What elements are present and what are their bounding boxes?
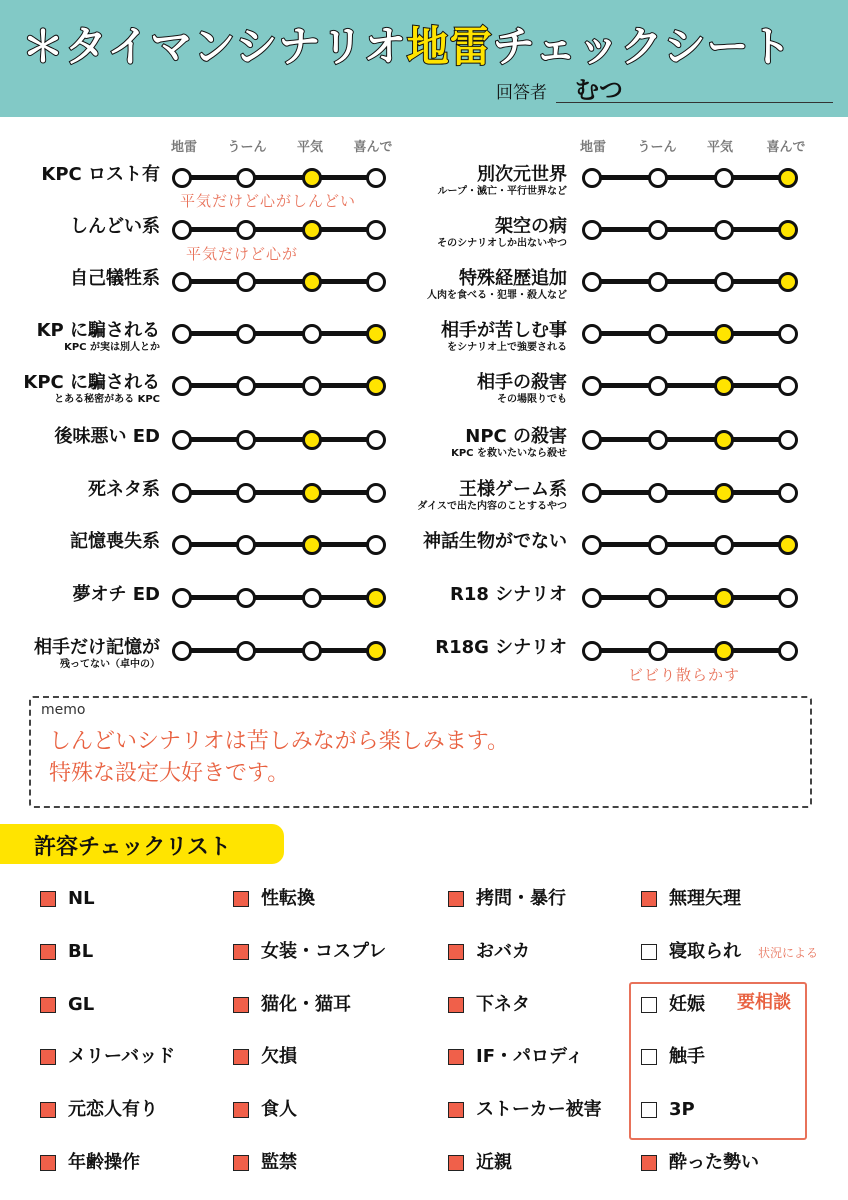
rating-dot-3[interactable]	[366, 535, 386, 555]
col-head-right-1: うーん	[637, 140, 677, 155]
right-row-track-3	[582, 322, 798, 346]
rating-dot-0[interactable]	[172, 272, 192, 292]
checklist-item-label: 妊娠	[669, 994, 705, 1015]
rating-dot-2[interactable]	[302, 430, 322, 450]
rating-dot-3[interactable]	[366, 483, 386, 503]
checklist-item-label: 欠損	[261, 1046, 297, 1067]
rating-dot-0[interactable]	[172, 588, 192, 608]
checkbox[interactable]	[641, 891, 657, 907]
checkbox[interactable]	[233, 1102, 249, 1118]
rating-dot-3[interactable]	[366, 430, 386, 450]
checkbox[interactable]	[40, 1049, 56, 1065]
rating-dot-0[interactable]	[172, 535, 192, 555]
rating-dot-0[interactable]	[172, 168, 192, 188]
left-row-track-0	[172, 166, 386, 190]
rating-dot-3[interactable]	[778, 220, 798, 240]
left-row-track-4	[172, 374, 386, 398]
left-row-track-7	[172, 533, 386, 557]
checkbox[interactable]	[40, 1155, 56, 1171]
rating-dot-3[interactable]	[778, 376, 798, 396]
checklist-item-label: 下ネタ	[476, 994, 530, 1015]
right-row-label-9: R18G シナリオ	[435, 637, 567, 658]
rating-dot-1[interactable]	[236, 376, 256, 396]
left-row-track-3	[172, 322, 386, 346]
right-row-label-3: 相手が苦しむ事 をシナリオ上で強要される	[441, 320, 567, 353]
checklist-item-label: 監禁	[261, 1152, 297, 1173]
rating-dot-2[interactable]	[302, 272, 322, 292]
rating-dot-0[interactable]	[582, 641, 602, 661]
checklist-item-label: おバカ	[476, 941, 530, 962]
checkbox[interactable]	[40, 997, 56, 1013]
rating-dot-0[interactable]	[582, 324, 602, 344]
rating-dot-0[interactable]	[172, 430, 192, 450]
checkbox[interactable]	[448, 944, 464, 960]
right-row-label-6: 王様ゲーム系 ダイスで出た内容のことするやつ	[417, 479, 567, 512]
left-row-label-8: 夢オチ ED	[72, 584, 160, 605]
checklist-item-label: ストーカー被害	[476, 1099, 602, 1120]
rating-dot-2[interactable]	[714, 535, 734, 555]
rating-dot-1[interactable]	[236, 641, 256, 661]
checkbox[interactable]	[641, 1155, 657, 1171]
rating-dot-2[interactable]	[302, 220, 322, 240]
rating-dot-1[interactable]	[236, 168, 256, 188]
col-head-left-3: 喜んで	[353, 140, 393, 155]
right-row-label-2: 特殊経歴追加 人肉を食べる・犯罪・殺人など	[427, 268, 567, 301]
checklist-item-label: 無理矢理	[669, 888, 741, 909]
rating-dot-0[interactable]	[582, 430, 602, 450]
left-row-label-6: 死ネタ系	[88, 479, 160, 500]
rating-dot-0[interactable]	[172, 324, 192, 344]
note-right-row10: ビビり散らかす	[628, 666, 741, 684]
checklist-item-label: 食人	[261, 1099, 297, 1120]
left-row-label-0: KPC ロスト有	[41, 164, 160, 185]
rating-dot-2[interactable]	[714, 430, 734, 450]
rating-dot-3[interactable]	[778, 168, 798, 188]
sheet-title: ＊タイマンシナリオ地雷チェックシート	[22, 22, 793, 71]
rating-dot-2[interactable]	[714, 168, 734, 188]
left-row-label-2: 自己犠牲系	[70, 268, 160, 289]
rating-dot-1[interactable]	[648, 483, 668, 503]
rating-dot-3[interactable]	[366, 641, 386, 661]
rating-dot-2[interactable]	[302, 483, 322, 503]
left-row-label-4: KPC に騙される とある秘密がある KPC	[23, 372, 160, 405]
checkbox[interactable]	[641, 944, 657, 960]
checkbox[interactable]	[448, 1102, 464, 1118]
checkbox[interactable]	[40, 891, 56, 907]
note-left-row2: 平気だけど心が	[186, 245, 299, 263]
rating-dot-0[interactable]	[582, 588, 602, 608]
rating-dot-0[interactable]	[582, 483, 602, 503]
checkbox[interactable]	[448, 891, 464, 907]
rating-dot-1[interactable]	[236, 483, 256, 503]
rating-dot-0[interactable]	[172, 641, 192, 661]
right-row-track-0	[582, 166, 798, 190]
left-row-label-1: しんどい系	[70, 216, 160, 237]
checklist-item-label: 3P	[669, 1099, 695, 1120]
left-row-track-5	[172, 428, 386, 452]
checklist-item-label: 元恋人有り	[68, 1099, 158, 1120]
rating-dot-3[interactable]	[366, 376, 386, 396]
checkbox[interactable]	[233, 1049, 249, 1065]
col-head-right-3: 喜んで	[766, 140, 806, 155]
checklist-item-label: GL	[68, 994, 95, 1015]
rating-dot-0[interactable]	[172, 376, 192, 396]
checklist-item-label: 寝取られ	[669, 941, 741, 962]
rating-dot-1[interactable]	[648, 220, 668, 240]
left-row-label-9: 相手だけ記憶が 残ってない（卓中の）	[34, 637, 160, 670]
rating-dot-1[interactable]	[648, 168, 668, 188]
note-left-row1: 平気だけど心がしんどい	[180, 192, 357, 210]
checkbox[interactable]	[233, 1155, 249, 1171]
col-head-left-2: 平気	[296, 140, 323, 155]
checkbox[interactable]	[40, 944, 56, 960]
right-row-track-9	[582, 639, 798, 663]
rating-dot-1[interactable]	[648, 272, 668, 292]
checklist-item-label: NL	[68, 888, 95, 909]
rating-dot-1[interactable]	[236, 430, 256, 450]
rating-dot-0[interactable]	[582, 376, 602, 396]
rating-dot-2[interactable]	[302, 641, 322, 661]
checklist-item-label: 触手	[669, 1046, 705, 1067]
checklist-item-label: 性転換	[261, 888, 315, 909]
rating-dot-1[interactable]	[648, 641, 668, 661]
rating-dot-0[interactable]	[582, 168, 602, 188]
rating-dot-3[interactable]	[366, 588, 386, 608]
right-row-track-7	[582, 533, 798, 557]
rating-dot-2[interactable]	[714, 272, 734, 292]
rating-dot-3[interactable]	[366, 220, 386, 240]
rating-dot-0[interactable]	[582, 220, 602, 240]
rating-dot-1[interactable]	[236, 588, 256, 608]
right-row-track-2	[582, 270, 798, 294]
rating-dot-3[interactable]	[778, 641, 798, 661]
rating-dot-1[interactable]	[648, 430, 668, 450]
col-head-right-2: 平気	[706, 140, 733, 155]
rating-dot-1[interactable]	[648, 324, 668, 344]
right-row-track-6	[582, 481, 798, 505]
rating-dot-3[interactable]	[778, 535, 798, 555]
right-row-label-7: 神話生物がでない	[423, 531, 567, 552]
checkbox[interactable]	[233, 997, 249, 1013]
col-head-left-0: 地雷	[170, 140, 197, 155]
checklist-item-label: 拷問・暴行	[476, 888, 566, 909]
rating-dot-2[interactable]	[302, 588, 322, 608]
rating-dot-3[interactable]	[366, 168, 386, 188]
checkbox[interactable]	[233, 891, 249, 907]
right-row-label-8: R18 シナリオ	[450, 584, 567, 605]
memo-box[interactable]	[29, 696, 812, 808]
rating-dot-2[interactable]	[714, 324, 734, 344]
rating-dot-3[interactable]	[778, 430, 798, 450]
checklist-item-label: メリーバッド	[68, 1046, 176, 1067]
rating-dot-2[interactable]	[714, 588, 734, 608]
rating-dot-3[interactable]	[778, 272, 798, 292]
left-row-track-1	[172, 218, 386, 242]
rating-dot-1[interactable]	[236, 272, 256, 292]
rating-dot-2[interactable]	[714, 641, 734, 661]
consult-label: 要相談	[737, 992, 791, 1013]
left-row-track-6	[172, 481, 386, 505]
rating-dot-3[interactable]	[366, 324, 386, 344]
checklist-item-label: BL	[68, 941, 94, 962]
title-highlight: 地雷	[406, 22, 493, 71]
right-row-label-4: 相手の殺害 その場限りでも	[477, 372, 567, 405]
left-row-track-8	[172, 586, 386, 610]
checklist-item-label: 年齢操作	[68, 1152, 140, 1173]
rating-dot-2[interactable]	[302, 535, 322, 555]
checkbox[interactable]	[448, 1049, 464, 1065]
checklist-item-label: 近親	[476, 1152, 512, 1173]
rating-dot-1[interactable]	[648, 535, 668, 555]
right-row-label-1: 架空の病 そのシナリオしか出ないやつ	[437, 216, 567, 249]
checkbox[interactable]	[40, 1102, 56, 1118]
rating-dot-0[interactable]	[582, 272, 602, 292]
rating-dot-1[interactable]	[648, 588, 668, 608]
rating-dot-0[interactable]	[172, 483, 192, 503]
col-head-left-1: うーん	[227, 140, 267, 155]
right-row-label-5: NPC の殺害 KPC を救いたいなら殺せ	[451, 426, 567, 459]
rating-dot-3[interactable]	[778, 588, 798, 608]
checkbox[interactable]	[448, 1155, 464, 1171]
answerer-name[interactable]: むつ	[575, 76, 623, 104]
rating-dot-2[interactable]	[714, 376, 734, 396]
checkbox[interactable]	[448, 997, 464, 1013]
right-row-label-0: 別次元世界 ループ・滅亡・平行世界など	[437, 164, 567, 197]
left-row-label-5: 後味悪い ED	[54, 426, 160, 447]
rating-dot-1[interactable]	[236, 535, 256, 555]
rating-dot-0[interactable]	[172, 220, 192, 240]
answerer-label: 回答者	[496, 83, 547, 103]
memo-text: しんどいシナリオは苦しみながら楽しみます。 特殊な設定大好きです。	[49, 729, 510, 786]
rating-dot-2[interactable]	[714, 483, 734, 503]
rating-dot-3[interactable]	[366, 272, 386, 292]
checklist-item-label: IF・パロディ	[476, 1046, 584, 1067]
rating-dot-2[interactable]	[714, 220, 734, 240]
note-situation: 状況による	[758, 946, 819, 960]
right-row-track-8	[582, 586, 798, 610]
left-row-label-7: 記憶喪失系	[70, 531, 160, 552]
rating-dot-3[interactable]	[778, 324, 798, 344]
rating-dot-2[interactable]	[302, 324, 322, 344]
rating-dot-1[interactable]	[236, 324, 256, 344]
right-row-track-5	[582, 428, 798, 452]
rating-dot-1[interactable]	[648, 376, 668, 396]
left-row-track-9	[172, 639, 386, 663]
right-row-track-4	[582, 374, 798, 398]
checklist-item-label: 猫化・猫耳	[261, 994, 351, 1015]
rating-dot-3[interactable]	[778, 483, 798, 503]
right-row-track-1	[582, 218, 798, 242]
left-row-track-2	[172, 270, 386, 294]
left-row-label-3: KP に騙される KPC が実は別人とか	[36, 320, 160, 353]
checklist-item-label: 酔った勢い	[669, 1152, 759, 1173]
rating-dot-2[interactable]	[302, 168, 322, 188]
rating-dot-1[interactable]	[236, 220, 256, 240]
memo-label: memo	[41, 702, 86, 718]
col-head-right-0: 地雷	[579, 140, 606, 155]
checklist-item-label: 女装・コスプレ	[261, 941, 387, 962]
rating-dot-2[interactable]	[302, 376, 322, 396]
checklist-title: 許容チェックリスト	[34, 835, 231, 860]
rating-dot-0[interactable]	[582, 535, 602, 555]
checkbox[interactable]	[233, 944, 249, 960]
